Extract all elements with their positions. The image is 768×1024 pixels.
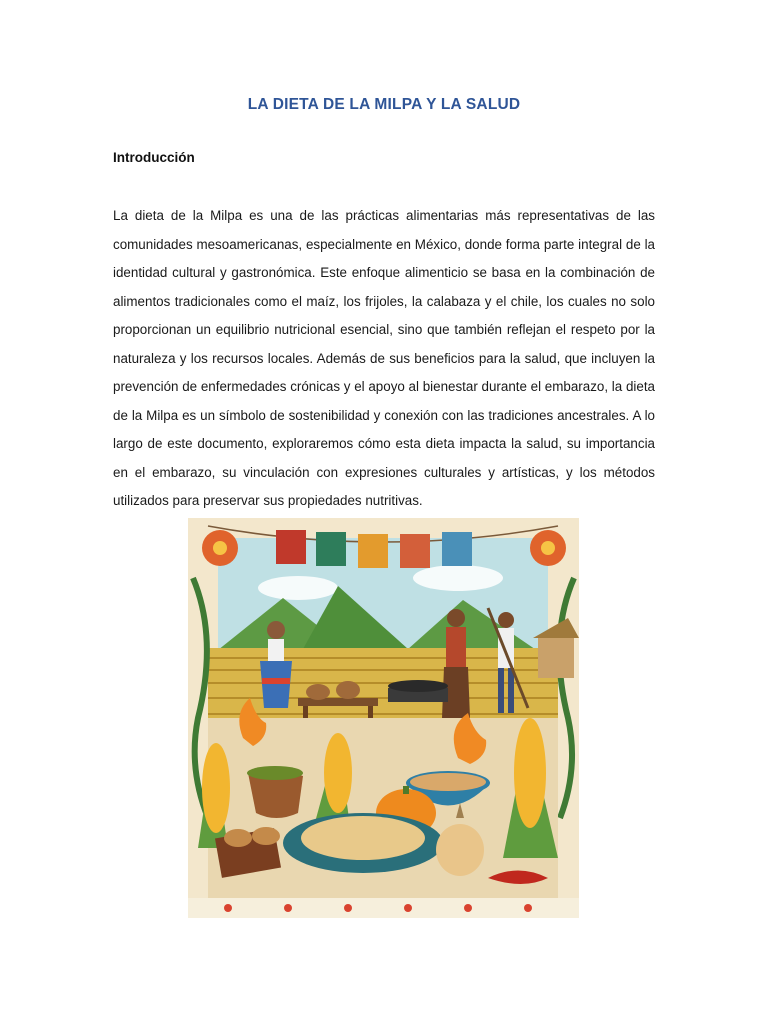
milpa-illustration-art	[188, 518, 579, 918]
section-heading: Introducción	[113, 150, 195, 165]
milpa-illustration	[188, 518, 579, 918]
intro-paragraph: La dieta de la Milpa es una de las prácticas alimentarias más representativas de las comunidades mesoamericanas, especialmente en México, donde forma parte integral de la identidad cultural y gastronómica. Este enfoque alimenticio se basa en la combinación de alimentos tradicionales como el maíz, los frijoles, la calabaza y el chile, los cuales no solo proporcionan un equilibrio nutricional esencial, sino que también reflejan el respeto por la naturaleza y los recursos locales. Además de sus beneficios para la salud, que incluyen la prevención de enfermedades crónicas y el apoyo al bienestar durante el embarazo, la dieta de la Milpa es un símbolo de sostenibilidad y conexión con las tradiciones ancestrales. A lo largo de este documento, exploraremos cómo esta dieta impacta la salud, su importancia en el embarazo, su vinculación con expresiones culturales y artísticas, y los métodos utilizados para preservar sus propiedades nutritivas.	[113, 208, 655, 508]
document-title: LA DIETA DE LA MILPA Y LA SALUD	[247, 96, 521, 113]
